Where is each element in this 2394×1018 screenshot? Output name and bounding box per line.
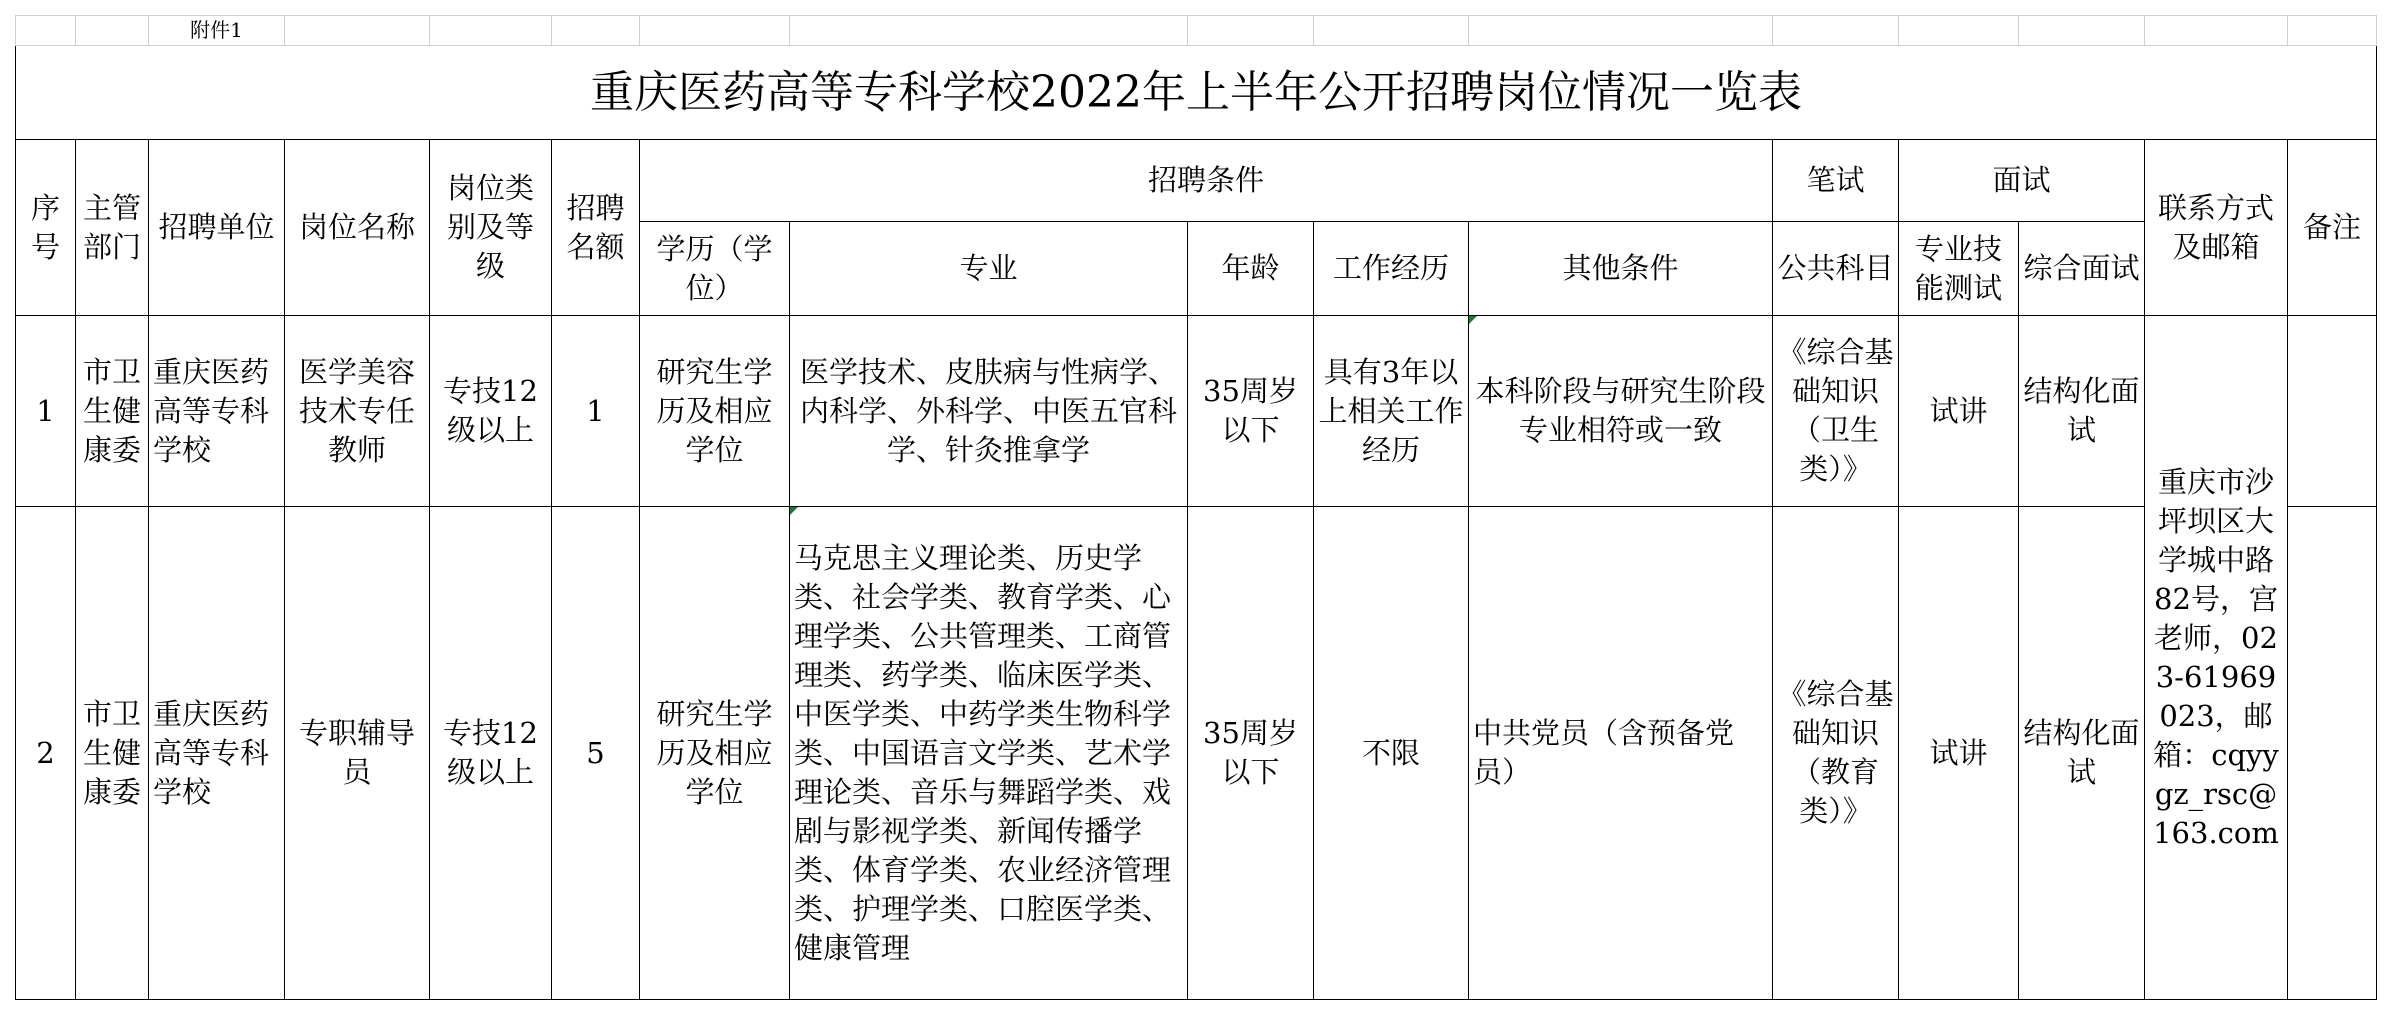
header-dept: 主管部门 [76,140,149,316]
cell-category: 专技12级以上 [430,316,552,507]
header-written: 笔试 [1773,140,1899,222]
header-other: 其他条件 [1469,222,1773,316]
header-major: 专业 [790,222,1188,316]
recruitment-table [15,15,2377,1000]
cell-general-interview: 结构化面试 [2019,507,2145,1000]
cell-category: 专技12级以上 [430,507,552,1000]
cell-seq: 1 [16,316,76,507]
cell-age: 35周岁以下 [1188,316,1314,507]
cell-quota: 1 [552,316,640,507]
cell-major: 医学技术、皮肤病与性病学、内科学、外科学、中医五官科学、针灸推拿学 [790,316,1188,507]
header-post: 岗位名称 [285,140,430,316]
cell-experience: 具有3年以上相关工作经历 [1314,316,1469,507]
cell-skill-test: 试讲 [1899,507,2019,1000]
cell-general-interview: 结构化面试 [2019,316,2145,507]
cell-dept: 市卫生健康委 [76,316,149,507]
cell-contact: 重庆市沙坪坝区大学城中路82号，宫老师，023-61969023，邮箱：cqyygz_rsc@163.com [2145,316,2288,1000]
attachment-label: 附件1 [149,16,285,46]
cell-major: 马克思主义理论类、历史学类、社会学类、教育学类、心理学类、公共管理类、工商管理类、药学类、临床医学类、中医学类、中药学类生物科学类、中国语言文学类、艺术学理论类、音乐与舞蹈学类、戏剧与影视学类、新闻传播学类、体育学类、农业经济管理类、护理学类、口腔医学类、健康管理 [790,507,1188,1000]
header-remark: 备注 [2288,140,2377,316]
cell-post: 专职辅导员 [285,507,430,1000]
cell-skill-test: 试讲 [1899,316,2019,507]
header-general-interview: 综合面试 [2019,222,2145,316]
header-contact: 联系方式及邮箱 [2145,140,2288,316]
header-skill-test: 专业技能测试 [1899,222,2019,316]
header-interview: 面试 [1899,140,2145,222]
cell-post: 医学美容技术专任教师 [285,316,430,507]
table-row [16,507,2377,1000]
cell-public-subject: 《综合基础知识（卫生类）》 [1773,316,1899,507]
attachment-row [16,16,2377,46]
title-row [16,46,2377,140]
cell-remark [2288,507,2377,1000]
header-public-subject: 公共科目 [1773,222,1899,316]
header-unit: 招聘单位 [149,140,285,316]
table-row [16,316,2377,507]
cell-experience: 不限 [1314,507,1469,1000]
header-education: 学历（学位） [640,222,790,316]
cell-remark [2288,316,2377,507]
cell-unit: 重庆医药高等专科学校 [149,507,285,1000]
header-category: 岗位类别及等级 [430,140,552,316]
header-seq: 序号 [16,140,76,316]
cell-other: 本科阶段与研究生阶段专业相符或一致 [1469,316,1773,507]
cell-public-subject: 《综合基础知识（教育类）》 [1773,507,1899,1000]
cell-seq: 2 [16,507,76,1000]
cell-dept: 市卫生健康委 [76,507,149,1000]
header-quota: 招聘名额 [552,140,640,316]
header-conditions: 招聘条件 [640,140,1773,222]
cell-education: 研究生学历及相应学位 [640,316,790,507]
cell-education: 研究生学历及相应学位 [640,507,790,1000]
page-title: 重庆医药高等专科学校2022年上半年公开招聘岗位情况一览表 [16,46,2377,140]
header-experience: 工作经历 [1314,222,1469,316]
cell-quota: 5 [552,507,640,1000]
cell-age: 35周岁以下 [1188,507,1314,1000]
header-row-1 [16,140,2377,222]
cell-unit: 重庆医药高等专科学校 [149,316,285,507]
header-age: 年龄 [1188,222,1314,316]
cell-other: 中共党员（含预备党员） [1469,507,1773,1000]
